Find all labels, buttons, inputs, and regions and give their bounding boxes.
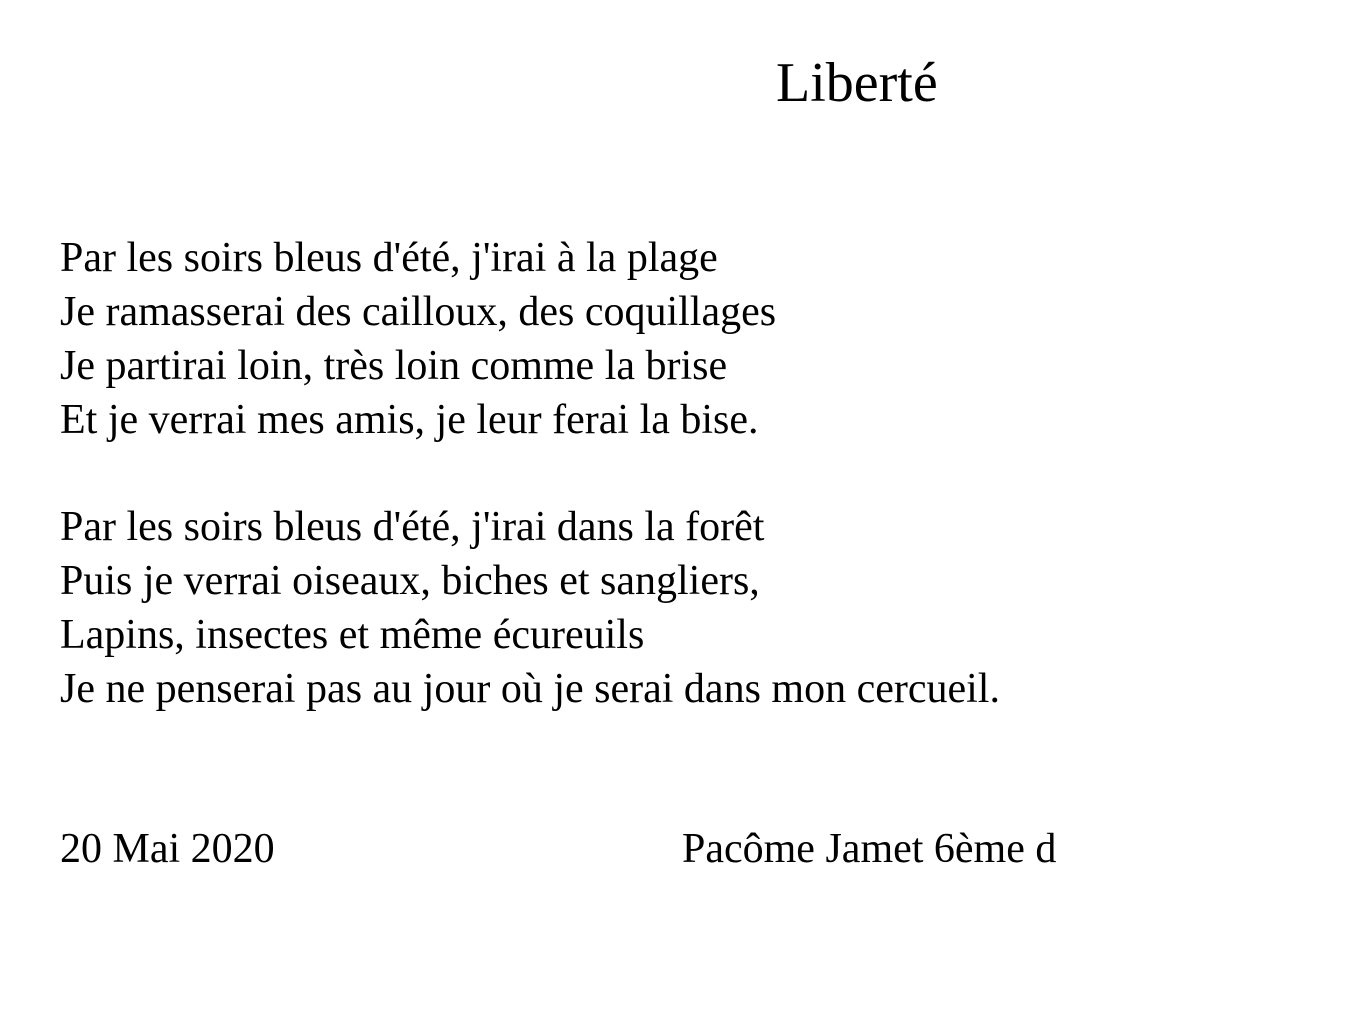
verse-line: Je ramasserai des cailloux, des coquillages xyxy=(60,289,777,335)
stanza-2 xyxy=(60,500,1000,716)
verse-line: Par les soirs bleus d'été, j'irai à la plage xyxy=(60,235,718,281)
verse-line: Je partirai loin, très loin comme la brise xyxy=(60,343,728,389)
verse-line: Je ne penserai pas au jour où je serai dans mon cercueil. xyxy=(60,666,1000,712)
verse-line: Lapins, insectes et même écureuils xyxy=(60,612,645,658)
verse-line: Puis je verrai oiseaux, biches et sangliers, xyxy=(60,558,760,604)
poem-title: Liberté xyxy=(776,52,938,114)
verse-line: Et je verrai mes amis, je leur ferai la bise. xyxy=(60,397,759,443)
poem-date: 20 Mai 2020 xyxy=(60,826,275,872)
stanza-1 xyxy=(60,231,776,447)
verse-line: Par les soirs bleus d'été, j'irai dans la forêt xyxy=(60,504,765,550)
poem-author: Pacôme Jamet 6ème d xyxy=(682,826,1057,872)
